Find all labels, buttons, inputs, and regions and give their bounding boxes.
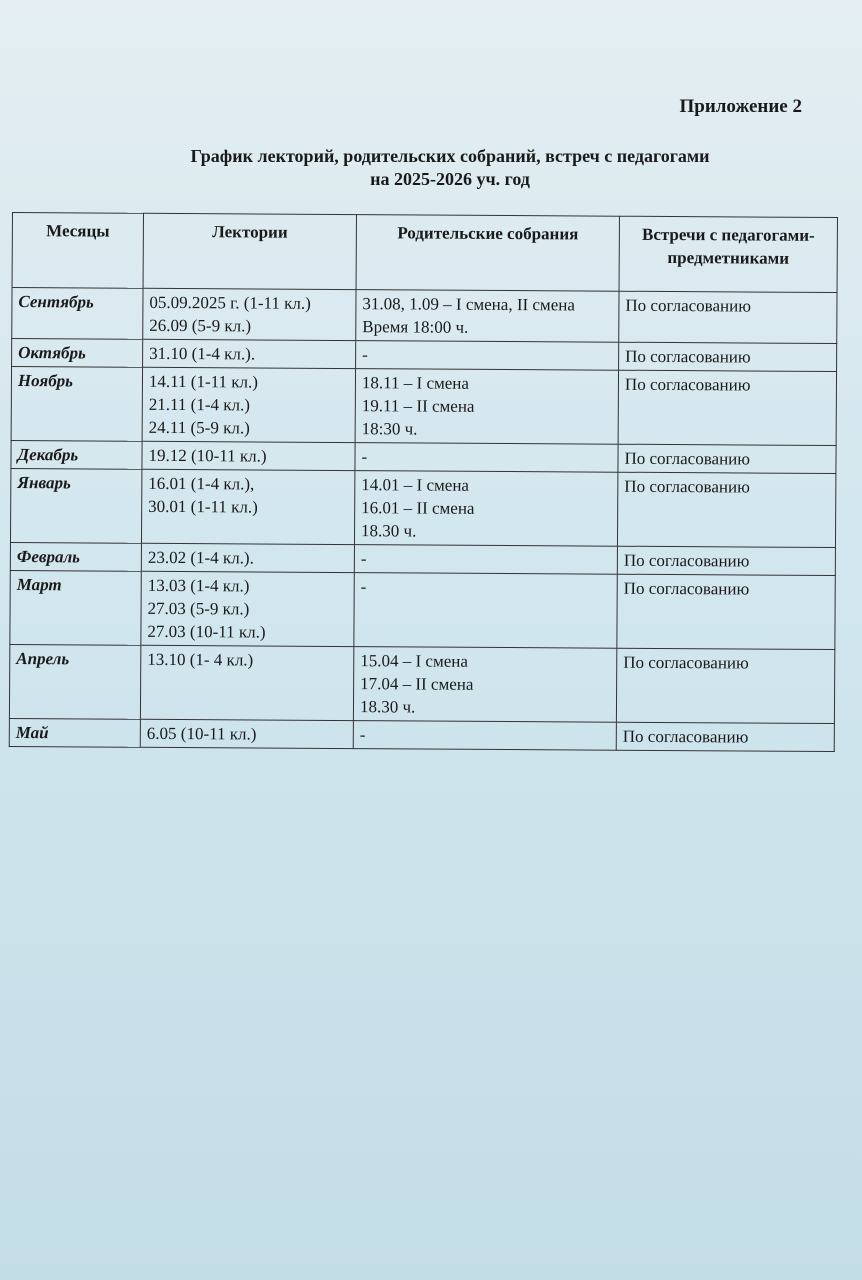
- meetings-cell: [355, 369, 618, 445]
- meeting-time: 18.30 ч.: [359, 697, 416, 717]
- month-cell: Ноябрь: [11, 367, 142, 442]
- header-months: Месяцы: [12, 213, 143, 289]
- lecture-date: 6.05 (10-11 кл.): [146, 723, 257, 744]
- lecture-date: 27.03 (5-9 кл.): [147, 598, 250, 619]
- title-line-1: График лекторий, родительских собраний, встреч с педагогами: [190, 146, 710, 166]
- meetings-cell: [354, 545, 617, 575]
- lecture-date: 05.09.2025 г. (1-11 кл.): [149, 292, 311, 313]
- teacher-meetings-cell: По согласованию: [619, 342, 837, 371]
- month-cell: Март: [10, 570, 141, 645]
- teacher-meetings-cell: По согласованию: [617, 546, 835, 575]
- lecture-date: 24.11 (5-9 кл.): [148, 417, 250, 438]
- month-cell: Сентябрь: [12, 288, 143, 340]
- lecture-date: 13.03 (1-4 кл.): [147, 575, 250, 596]
- meeting-date: 18.11 – I смена: [361, 373, 470, 393]
- header-parent-meetings: Родительские собрания: [356, 215, 619, 292]
- teacher-meetings-cell: По согласованию: [619, 291, 837, 343]
- month-cell: Январь: [10, 468, 141, 543]
- meeting-time: Время 18:00 ч.: [362, 317, 469, 337]
- teacher-meetings-cell: По согласованию: [616, 648, 834, 723]
- meeting-date: -: [362, 345, 368, 365]
- meeting-date: 15.04 – I смена: [360, 651, 468, 671]
- lecture-date: 13.10 (1- 4 кл.): [147, 649, 254, 670]
- lectures-cell: [143, 339, 356, 368]
- lectures-cell: [142, 441, 355, 470]
- meeting-date: 19.11 – II смена: [361, 396, 475, 416]
- lectures-cell: [141, 469, 354, 544]
- month-cell: Февраль: [10, 542, 141, 571]
- table-row: [9, 718, 834, 751]
- lecture-date: 14.11 (1-11 кл.): [148, 371, 258, 392]
- title-line-2: на 2025-2026 уч. год: [370, 169, 530, 189]
- month-cell: Декабрь: [11, 440, 142, 469]
- table-header-row: [12, 213, 837, 293]
- schedule-table: [9, 212, 838, 752]
- month-cell: Май: [9, 718, 140, 747]
- lectures-cell: [143, 288, 356, 340]
- document-title: [100, 145, 800, 191]
- meetings-cell: [354, 573, 617, 649]
- meeting-date: 31.08, 1.09 – I смена, II смена: [362, 294, 575, 315]
- meeting-date: -: [361, 447, 368, 467]
- meeting-date: -: [360, 577, 367, 597]
- meetings-cell: [356, 290, 619, 343]
- table-row: [10, 468, 835, 547]
- meetings-cell: [353, 721, 616, 751]
- meeting-date: 14.01 – I смена: [361, 475, 470, 495]
- meeting-date: 17.04 – II смена: [360, 674, 474, 694]
- meeting-date: 16.01 – II смена: [361, 498, 475, 518]
- meeting-time: 18.30 ч.: [361, 521, 417, 541]
- lecture-date: 26.09 (5-9 кл.): [149, 315, 252, 336]
- teacher-meetings-cell: По согласованию: [618, 444, 836, 473]
- teacher-meetings-cell: По согласованию: [616, 722, 834, 751]
- header-teacher-meetings: Встречи с педагогами-предметниками: [619, 216, 837, 292]
- month-cell: Октябрь: [12, 339, 143, 368]
- table-row: [10, 570, 835, 649]
- lecture-date: 23.02 (1-4 кл.).: [147, 547, 254, 568]
- lectures-cell: [142, 367, 355, 442]
- lecture-date: 21.11 (1-4 кл.): [148, 394, 250, 415]
- meetings-cell: [354, 471, 617, 547]
- table-row: [12, 288, 837, 344]
- lecture-date: 31.10 (1-4 кл.).: [149, 343, 256, 364]
- table-row: [11, 367, 836, 446]
- teacher-meetings-cell: По согласованию: [617, 472, 835, 547]
- table-row: [9, 644, 834, 723]
- meeting-date: -: [360, 549, 367, 569]
- lectures-cell: [140, 645, 353, 720]
- appendix-label: Приложение 2: [679, 96, 802, 117]
- meetings-cell: [356, 341, 619, 371]
- lecture-date: 27.03 (10-11 кл.): [147, 621, 266, 642]
- teacher-meetings-cell: По согласованию: [618, 370, 836, 445]
- month-cell: Апрель: [9, 644, 140, 719]
- header-lectures: Лектории: [143, 213, 356, 289]
- meeting-time: 18:30 ч.: [361, 419, 418, 439]
- lectures-cell: [140, 719, 353, 748]
- lectures-cell: [141, 543, 354, 572]
- lectures-cell: [141, 571, 354, 646]
- meetings-cell: [355, 443, 618, 473]
- meetings-cell: [353, 647, 616, 723]
- lecture-date: 19.12 (10-11 кл.): [148, 445, 267, 466]
- lecture-date: 30.01 (1-11 кл.): [148, 496, 258, 517]
- lecture-date: 16.01 (1-4 кл.),: [148, 473, 255, 494]
- meeting-date: -: [359, 725, 366, 745]
- teacher-meetings-cell: По согласованию: [617, 574, 835, 649]
